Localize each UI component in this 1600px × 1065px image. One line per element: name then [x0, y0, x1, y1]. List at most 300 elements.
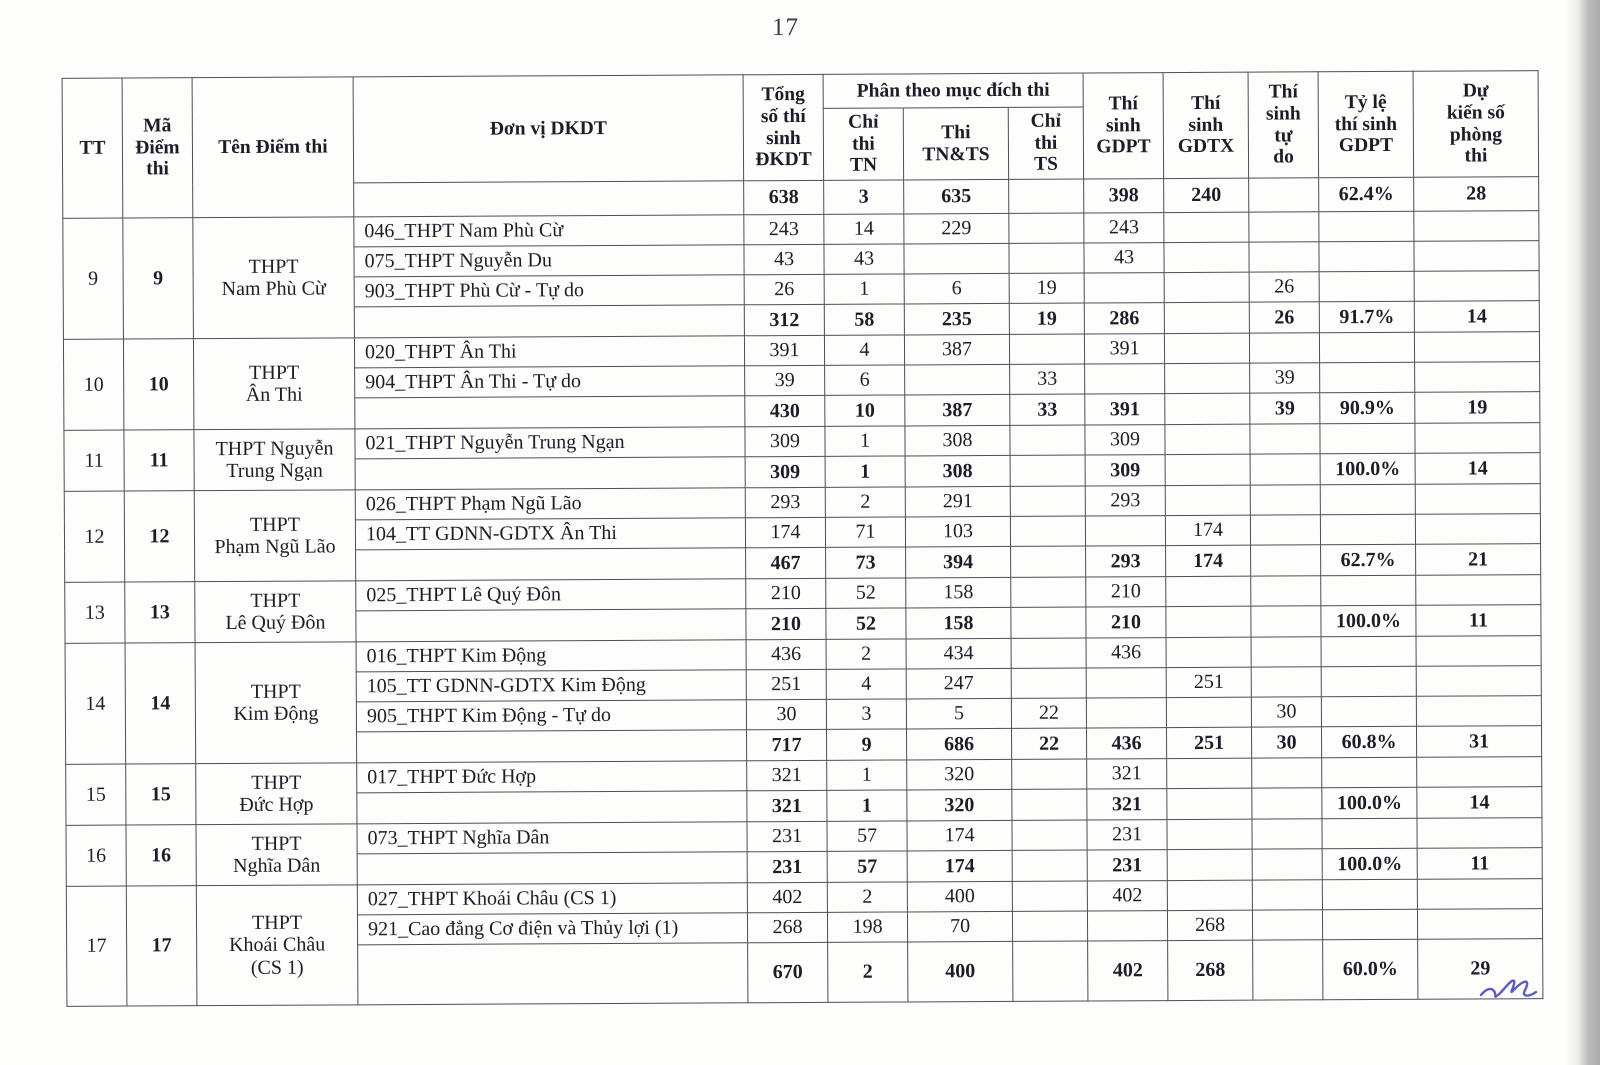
- value-cell: [1011, 577, 1086, 607]
- value-cell: [1012, 820, 1087, 850]
- value-cell: [1011, 668, 1086, 698]
- total-value-cell: 62.7%: [1321, 544, 1416, 575]
- value-cell: 231: [747, 821, 827, 851]
- total-value-cell: 436: [1087, 728, 1167, 759]
- exam-registration-table: [62, 70, 1544, 1007]
- value-cell: 2: [825, 487, 905, 517]
- value-cell: [1087, 911, 1167, 941]
- value-cell: 243: [744, 214, 824, 244]
- value-cell: [1086, 668, 1166, 698]
- unit-name-cell: 105_TT GDNN-GDTX Kim Động: [356, 670, 746, 702]
- total-value-cell: 1: [825, 456, 905, 487]
- col-header-tt: TT: [62, 78, 123, 218]
- total-value-cell: [1009, 179, 1084, 213]
- total-value-cell: 670: [748, 942, 828, 1002]
- value-cell: 26: [744, 274, 824, 304]
- tt-cell: 17: [66, 886, 127, 1006]
- total-value-cell: 321: [1087, 789, 1167, 820]
- value-cell: 320: [907, 759, 1012, 790]
- value-cell: 6: [904, 273, 1009, 304]
- total-value-cell: 33: [1010, 394, 1085, 425]
- value-cell: 268: [1167, 910, 1252, 940]
- value-cell: [1415, 362, 1540, 393]
- value-cell: [1166, 637, 1251, 667]
- value-cell: [1414, 332, 1539, 363]
- ten-diem-thi-cell: THPT Kim Động: [195, 642, 357, 764]
- value-cell: 39: [1250, 363, 1320, 393]
- value-cell: [1010, 516, 1085, 546]
- ten-diem-thi-cell: THPT Lê Quý Đôn: [195, 581, 356, 643]
- value-cell: 4: [826, 669, 906, 699]
- total-value-cell: [1251, 606, 1321, 637]
- total-value-cell: [1012, 850, 1087, 881]
- total-value-cell: [1165, 454, 1250, 485]
- total-value-cell: 321: [747, 790, 827, 821]
- value-cell: 6: [825, 365, 905, 395]
- total-value-cell: 26: [1249, 302, 1319, 333]
- ten-diem-thi-cell: THPT Nguyễn Trung Ngạn: [194, 429, 355, 491]
- total-value-cell: [1012, 789, 1087, 820]
- value-cell: [1010, 486, 1085, 516]
- value-cell: 198: [827, 912, 907, 942]
- ma-diem-thi-cell: 10: [123, 339, 193, 430]
- value-cell: [1320, 423, 1415, 453]
- ma-diem-thi-cell: 12: [124, 491, 194, 582]
- ma-diem-thi-cell: 11: [124, 430, 194, 491]
- total-value-cell: 467: [746, 547, 826, 578]
- ma-diem-thi-cell: 15: [126, 764, 196, 825]
- value-cell: 39: [745, 365, 825, 395]
- unit-name-cell: 073_THPT Nghĩa Dân: [357, 822, 747, 854]
- value-cell: 210: [1086, 577, 1166, 607]
- total-value-cell: 293: [1086, 546, 1166, 577]
- total-value-cell: [1249, 178, 1319, 212]
- total-value-cell: [1252, 849, 1322, 880]
- value-cell: 2: [827, 882, 907, 912]
- value-cell: [1167, 758, 1252, 788]
- value-cell: [1416, 636, 1541, 667]
- value-cell: 436: [746, 639, 826, 669]
- value-cell: [1085, 516, 1165, 546]
- value-cell: 321: [1087, 759, 1167, 789]
- ma-diem-thi-cell: 14: [125, 643, 196, 764]
- value-cell: 247: [906, 668, 1011, 699]
- value-cell: [1252, 910, 1322, 940]
- tt-cell: 13: [65, 582, 125, 643]
- unit-name-cell: 027_THPT Khoái Châu (CS 1): [357, 883, 747, 915]
- value-cell: [905, 364, 1010, 395]
- col-header-ma-diem-thi: Mã Điểm thi: [122, 78, 193, 218]
- value-cell: 321: [747, 760, 827, 790]
- value-cell: 43: [1084, 243, 1164, 273]
- total-value-cell: 60.0%: [1323, 939, 1418, 999]
- value-cell: [1010, 425, 1085, 455]
- unit-name-cell: [357, 730, 747, 763]
- header-row-top: [62, 71, 1538, 113]
- total-value-cell: 14: [1415, 453, 1540, 485]
- value-cell: [1415, 484, 1540, 515]
- total-value-cell: 91.7%: [1319, 301, 1414, 332]
- total-value-cell: [1167, 788, 1252, 819]
- unit-name-cell: 017_THPT Đức Hợp: [357, 761, 747, 793]
- value-cell: 158: [906, 577, 1011, 608]
- total-value-cell: 2: [828, 942, 908, 1002]
- total-value-cell: 309: [1085, 455, 1165, 486]
- value-cell: [1164, 242, 1249, 272]
- total-value-cell: 686: [906, 728, 1011, 760]
- col-header-thi-sinh-tu-do: Thí sinh tự do: [1248, 72, 1319, 178]
- total-value-cell: 30: [1252, 727, 1322, 758]
- value-cell: 19: [1009, 273, 1084, 303]
- value-cell: 309: [1085, 425, 1165, 455]
- value-cell: [1252, 880, 1322, 910]
- tt-cell: 11: [64, 430, 124, 491]
- col-header-chi-thi-tn: Chỉ thi TN: [823, 108, 903, 180]
- value-cell: [1012, 759, 1087, 789]
- value-cell: [1249, 242, 1319, 272]
- value-cell: [1320, 362, 1415, 392]
- value-cell: [1164, 212, 1249, 242]
- total-value-cell: 39: [1250, 393, 1320, 424]
- value-cell: [1322, 879, 1417, 909]
- total-value-cell: [1011, 546, 1086, 577]
- total-value-cell: 268: [1168, 940, 1253, 1000]
- unit-name-cell: [354, 181, 744, 217]
- ma-diem-thi-cell: 17: [126, 886, 197, 1006]
- value-cell: [1250, 515, 1320, 545]
- total-value-cell: 62.4%: [1319, 177, 1414, 211]
- total-value-cell: [1164, 302, 1249, 333]
- total-value-cell: [1252, 788, 1322, 819]
- col-header-thi-sinh-gdpt: Thí sinh GDPT: [1083, 73, 1164, 179]
- total-value-cell: 231: [747, 851, 827, 882]
- value-cell: 291: [905, 486, 1010, 517]
- unit-name-cell: 075_THPT Nguyễn Du: [354, 245, 744, 277]
- value-cell: [904, 243, 1009, 274]
- value-cell: [1417, 818, 1542, 849]
- value-cell: [1416, 575, 1541, 606]
- value-cell: [1417, 757, 1542, 788]
- value-cell: 174: [745, 517, 825, 547]
- unit-name-cell: [355, 396, 745, 429]
- value-cell: [1250, 424, 1320, 454]
- value-cell: [1251, 667, 1321, 697]
- value-cell: [1322, 909, 1417, 939]
- value-cell: [1165, 424, 1250, 454]
- value-cell: [1166, 697, 1251, 727]
- col-header-ty-le-thi-sinh-gdpt: Tỷ lệ thí sinh GDPT: [1318, 71, 1414, 177]
- value-cell: 293: [745, 487, 825, 517]
- unit-name-cell: 904_THPT Ân Thi - Tự do: [355, 366, 745, 398]
- value-cell: 400: [907, 881, 1012, 912]
- value-cell: [1417, 879, 1542, 910]
- value-cell: 43: [744, 244, 824, 274]
- total-value-cell: 14: [1414, 301, 1539, 333]
- unit-name-cell: 905_THPT Kim Động - Tự do: [356, 700, 746, 732]
- col-header-tong-so-thi-sinh: Tổng số thí sinh ĐKDT: [743, 74, 824, 180]
- value-cell: 1: [825, 426, 905, 456]
- value-cell: 251: [746, 669, 826, 699]
- ten-diem-thi-cell: THPT Nghĩa Dân: [196, 824, 357, 886]
- total-value-cell: [1010, 455, 1085, 486]
- col-group-header-phan-theo-muc-dich-thi: Phân theo mục đích thi: [823, 73, 1083, 108]
- col-header-thi-sinh-gdtx: Thí sinh GDTX: [1163, 72, 1249, 178]
- value-cell: [1086, 698, 1166, 728]
- unit-name-cell: 921_Cao đẳng Cơ điện và Thủy lợi (1): [357, 913, 747, 945]
- total-value-cell: 391: [1085, 394, 1165, 425]
- value-cell: [1320, 514, 1415, 544]
- total-value-cell: 19: [1415, 392, 1540, 424]
- total-value-cell: 231: [1087, 850, 1167, 881]
- unit-name-cell: 021_THPT Nguyễn Trung Ngạn: [355, 427, 745, 459]
- total-value-cell: 210: [746, 608, 826, 639]
- value-cell: 174: [1165, 515, 1250, 545]
- unit-name-cell: [357, 852, 747, 885]
- unit-name-cell: [357, 791, 747, 824]
- value-cell: [1416, 696, 1541, 727]
- value-cell: 30: [1251, 697, 1321, 727]
- ten-diem-thi-cell: THPT Phạm Ngũ Lão: [194, 490, 355, 582]
- total-value-cell: 57: [827, 851, 907, 882]
- total-value-cell: 31: [1417, 726, 1542, 758]
- scanned-table-region: [62, 70, 1544, 1007]
- ten-diem-thi-cell: THPT Khoái Châu (CS 1): [196, 885, 358, 1006]
- value-cell: 387: [904, 334, 1009, 365]
- value-cell: [1321, 575, 1416, 605]
- value-cell: 30: [746, 699, 826, 729]
- tt-cell: 9: [63, 218, 124, 339]
- value-cell: [1321, 666, 1416, 696]
- total-value-cell: [1167, 849, 1252, 880]
- tt-cell: 12: [64, 491, 124, 582]
- total-value-cell: 73: [826, 547, 906, 578]
- page-number: 17: [772, 14, 799, 41]
- total-value-cell: 14: [1417, 787, 1542, 819]
- unit-name-cell: 046_THPT Nam Phù Cừ: [354, 215, 744, 247]
- total-value-cell: [1250, 454, 1320, 485]
- col-header-don-vi-dkdt: Đơn vị DKDT: [353, 75, 744, 183]
- value-cell: [1250, 485, 1320, 515]
- total-value-cell: [1253, 940, 1323, 1000]
- value-cell: [1252, 758, 1322, 788]
- value-cell: 309: [745, 426, 825, 456]
- total-value-cell: 398: [1084, 179, 1164, 213]
- col-header-du-kien-so-phong-thi: Dự kiến số phòng thi: [1413, 71, 1539, 178]
- total-value-cell: 1: [827, 790, 907, 821]
- value-cell: 251: [1166, 667, 1251, 697]
- value-cell: [1084, 273, 1164, 303]
- total-value-cell: 21: [1416, 544, 1541, 576]
- col-header-ten-diem-thi: Tên Điểm thi: [192, 77, 354, 218]
- unit-name-cell: [354, 305, 744, 338]
- total-value-cell: 11: [1417, 848, 1542, 880]
- value-cell: 57: [827, 821, 907, 851]
- value-cell: 52: [826, 578, 906, 608]
- total-value-cell: 19: [1009, 303, 1084, 334]
- signature-icon: [1478, 973, 1540, 1015]
- total-value-cell: [1166, 606, 1251, 637]
- total-value-cell: 100.0%: [1322, 848, 1417, 879]
- total-value-cell: 9: [826, 729, 906, 760]
- unit-name-cell: 016_THPT Kim Động: [356, 640, 746, 672]
- value-cell: [1251, 637, 1321, 667]
- value-cell: 434: [906, 638, 1011, 669]
- total-value-cell: 312: [744, 304, 824, 335]
- unit-name-cell: [356, 548, 746, 581]
- total-value-cell: 3: [824, 180, 904, 214]
- value-cell: [1320, 484, 1415, 514]
- value-cell: [1319, 332, 1414, 362]
- total-value-cell: [1011, 607, 1086, 638]
- ten-diem-thi-cell: THPT Nam Phù Cừ: [193, 217, 355, 339]
- value-cell: 436: [1086, 638, 1166, 668]
- total-value-cell: 717: [747, 729, 827, 760]
- value-cell: [1319, 241, 1414, 271]
- value-cell: [1417, 909, 1542, 940]
- total-value-cell: 90.9%: [1320, 392, 1415, 423]
- value-cell: [1414, 211, 1539, 242]
- unit-name-cell: [355, 457, 745, 490]
- value-cell: 26: [1249, 272, 1319, 302]
- value-cell: [1165, 485, 1250, 515]
- total-value-cell: [1165, 393, 1250, 424]
- total-value-cell: 240: [1164, 178, 1249, 212]
- value-cell: 1: [827, 760, 907, 790]
- total-value-cell: 100.0%: [1320, 453, 1415, 484]
- value-cell: [1009, 213, 1084, 243]
- value-cell: [1416, 666, 1541, 697]
- total-value-cell: 251: [1167, 727, 1252, 758]
- value-cell: [1012, 881, 1087, 911]
- value-cell: 70: [907, 911, 1012, 942]
- value-cell: 14: [824, 214, 904, 244]
- col-header-thi-tnts: Thi TN&TS: [903, 107, 1008, 180]
- value-cell: [1164, 333, 1249, 363]
- value-cell: [1011, 638, 1086, 668]
- value-cell: 402: [1087, 881, 1167, 911]
- value-cell: 231: [1087, 820, 1167, 850]
- total-value-cell: 387: [905, 394, 1010, 426]
- unit-name-cell: 020_THPT Ân Thi: [354, 336, 744, 368]
- ma-diem-thi-cell: 13: [125, 582, 195, 643]
- value-cell: 1: [824, 274, 904, 304]
- total-value-cell: 309: [745, 456, 825, 487]
- value-cell: [1322, 818, 1417, 848]
- total-value-cell: 22: [1011, 728, 1086, 759]
- value-cell: 71: [825, 517, 905, 547]
- total-value-cell: 402: [1088, 941, 1168, 1001]
- total-value-cell: 635: [904, 179, 1009, 214]
- total-value-cell: 210: [1086, 607, 1166, 638]
- total-value-cell: 29: [1418, 939, 1543, 1000]
- unit-name-cell: 026_THPT Phạm Ngũ Lão: [355, 488, 745, 520]
- value-cell: 33: [1010, 364, 1085, 394]
- col-header-chi-thi-ts: Chỉ thi TS: [1008, 107, 1083, 179]
- total-value-cell: 11: [1416, 605, 1541, 637]
- value-cell: [1249, 212, 1319, 242]
- total-value-cell: 60.8%: [1322, 726, 1417, 757]
- value-cell: 308: [905, 425, 1010, 456]
- ma-diem-thi-cell: 16: [126, 825, 196, 886]
- total-value-cell: [1013, 941, 1088, 1001]
- total-value-cell: 286: [1084, 303, 1164, 334]
- value-cell: [1085, 364, 1165, 394]
- value-cell: [1321, 696, 1416, 726]
- unit-name-cell: 903_THPT Phù Cừ - Tự do: [354, 275, 744, 307]
- total-value-cell: 158: [906, 607, 1011, 639]
- value-cell: 293: [1085, 486, 1165, 516]
- value-cell: [1012, 911, 1087, 941]
- value-cell: 4: [824, 335, 904, 365]
- value-cell: [1415, 423, 1540, 454]
- total-value-cell: [1251, 545, 1321, 576]
- value-cell: 22: [1011, 698, 1086, 728]
- total-value-cell: 308: [905, 455, 1010, 487]
- total-value-cell: 235: [904, 303, 1009, 335]
- value-cell: 210: [746, 578, 826, 608]
- value-cell: [1414, 271, 1539, 302]
- total-value-cell: 174: [1166, 545, 1251, 576]
- value-cell: [1167, 880, 1252, 910]
- total-value-cell: 400: [908, 941, 1013, 1002]
- value-cell: 174: [907, 820, 1012, 851]
- value-cell: 229: [904, 213, 1009, 244]
- total-value-cell: 174: [907, 850, 1012, 882]
- tt-cell: 14: [65, 643, 126, 764]
- value-cell: [1319, 211, 1414, 241]
- value-cell: [1414, 241, 1539, 272]
- value-cell: 402: [747, 882, 827, 912]
- ten-diem-thi-cell: THPT Đức Hợp: [196, 763, 357, 825]
- total-value-cell: 320: [907, 789, 1012, 821]
- value-cell: [1319, 271, 1414, 301]
- total-value-cell: 100.0%: [1321, 605, 1416, 636]
- value-cell: 243: [1084, 213, 1164, 243]
- value-cell: [1251, 576, 1321, 606]
- value-cell: [1322, 757, 1417, 787]
- unit-name-cell: 025_THPT Lê Quý Đôn: [356, 579, 746, 611]
- total-value-cell: 638: [744, 180, 824, 214]
- unit-name-cell: [358, 943, 748, 1005]
- ten-diem-thi-cell: THPT Ân Thi: [193, 338, 354, 430]
- value-cell: [1249, 333, 1319, 363]
- value-cell: 3: [826, 699, 906, 729]
- unit-name-cell: 104_TT GDNN-GDTX Ân Thi: [355, 518, 745, 550]
- value-cell: 43: [824, 244, 904, 274]
- value-cell: [1165, 363, 1250, 393]
- tt-cell: 15: [66, 764, 126, 825]
- value-cell: [1252, 819, 1322, 849]
- total-value-cell: 58: [824, 304, 904, 335]
- total-value-cell: 28: [1414, 177, 1539, 212]
- value-cell: 103: [905, 516, 1010, 547]
- value-cell: 5: [906, 698, 1011, 729]
- tt-cell: 10: [63, 339, 123, 430]
- value-cell: [1009, 334, 1084, 364]
- value-cell: [1166, 576, 1251, 606]
- value-cell: 391: [744, 335, 824, 365]
- total-value-cell: 100.0%: [1322, 787, 1417, 818]
- total-value-cell: 52: [826, 608, 906, 639]
- value-cell: [1167, 819, 1252, 849]
- unit-name-cell: [356, 609, 746, 642]
- value-cell: 268: [747, 912, 827, 942]
- total-value-cell: 430: [745, 395, 825, 426]
- ma-diem-thi-cell: 9: [123, 218, 194, 339]
- total-value-cell: 10: [825, 395, 905, 426]
- value-cell: [1009, 243, 1084, 273]
- total-value-cell: 394: [906, 546, 1011, 578]
